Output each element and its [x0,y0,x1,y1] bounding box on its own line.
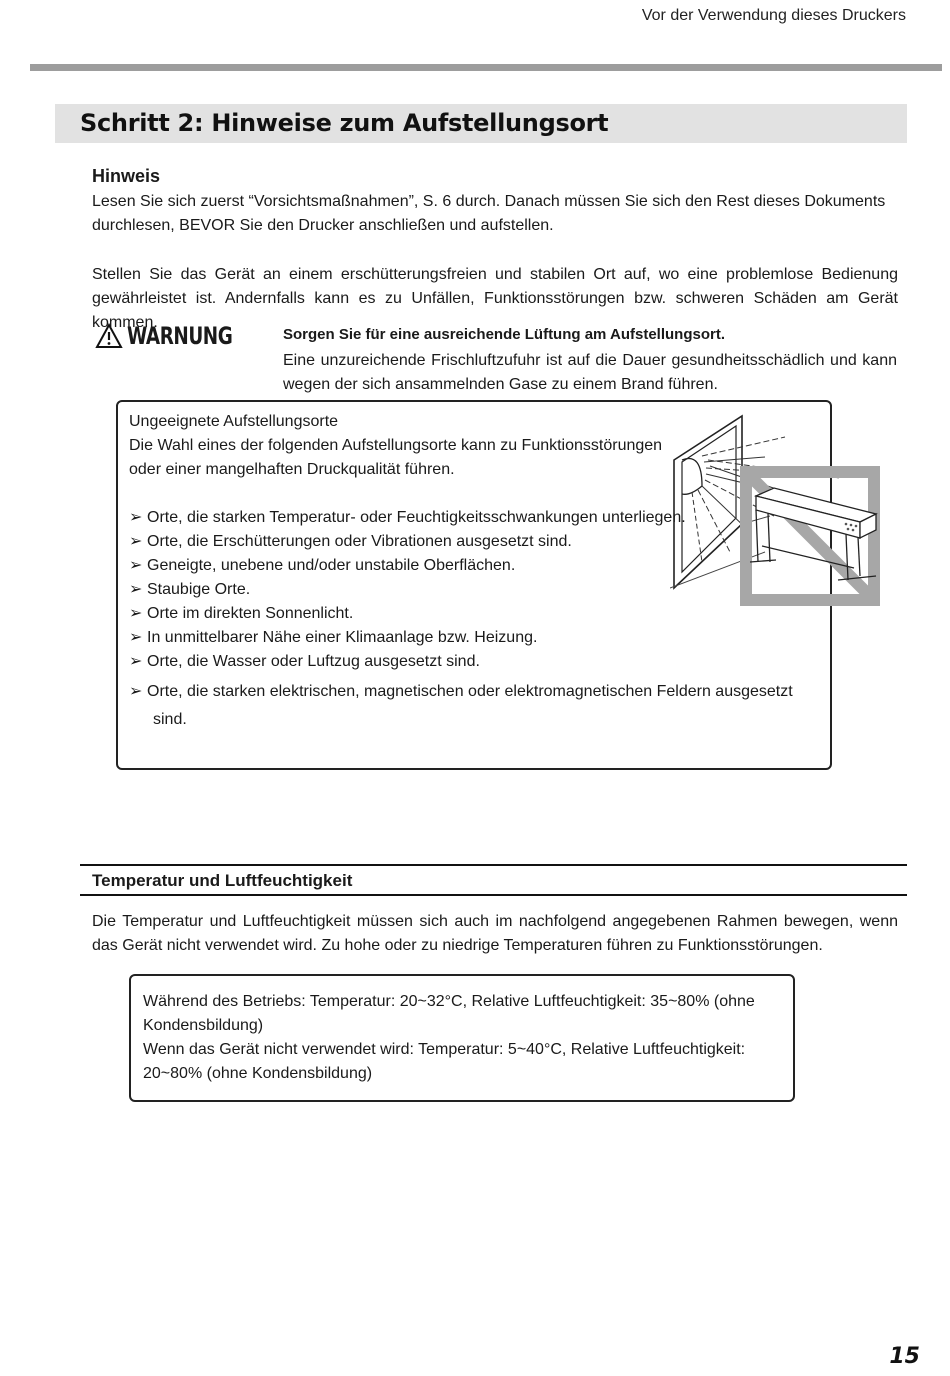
warning-title: Sorgen Sie für eine ausreichende Lüftung am Aufstellungsort. [283,326,726,343]
warning-text: Eine unzureichende Frischluftzufuhr ist auf die Dauer gesundheitsschädlich und kann wegen der sich ansammelnden Gase zu einem Brand führen. [283,352,897,393]
section-title: Schritt 2: Hinweise zum Aufstellungsort [80,109,609,137]
list-item: ➢ Orte, die starken elektrischen, magnetischen oder elektromagnetischen Feldern ausgesetzt sind. [129,683,793,728]
warning-label-group [95,322,251,350]
subsection-title: Temperatur und Luftfeuchtigkeit [92,871,353,890]
temperature-paragraph: Die Temperatur und Luftfeuchtigkeit müssen sich auch im nachfolgend angegebenen Rahmen bewegen, wenn das Gerät nicht verwendet wird. Zu hohe oder zu niedrige Temperaturen führen zu Funktionsstörungen. [92,913,898,954]
conditions-text [143,990,783,1086]
unsuitable-title: Ungeeignete Aufstellungsorte [129,413,339,430]
list-item: ➢ In unmittelbarer Nähe einer Klimaanlage bzw. Heizung. [129,629,538,646]
list-item: ➢ Orte im direkten Sonnenlicht. [129,605,354,622]
list-item: ➢ Orte, die Wasser oder Luftzug ausgesetzt sind. [129,653,480,670]
warning-label: WARNUNG [127,322,233,350]
list-item: ➢ Orte, die starken Temperatur- oder Feuchtigkeitsschwankungen unterliegen. [129,509,686,526]
unsuitable-intro: Die Wahl eines der folgenden Aufstellungsorte kann zu Funktionsstörungen oder einer mangelhaften Druckqualität führen. [129,437,663,478]
list-item: ➢ Geneigte, unebene und/oder unstabile Oberflächen. [129,557,516,574]
list-item: ➢ Orte, die Erschütterungen oder Vibrationen ausgesetzt sind. [129,533,572,550]
printer-sunlight-illustration-icon [670,412,885,610]
header-rule [30,64,942,71]
subsection-rule-bottom [80,894,907,896]
running-header: Vor der Verwendung dieses Druckers [641,7,906,24]
unsuitable-locations-header [129,410,674,482]
list-item: ➢ Staubige Orte. [129,581,251,598]
warning-triangle-icon [95,323,123,349]
operating-conditions: Während des Betriebs: Temperatur: 20~32°C, Relative Luftfeuchtigkeit: 35~80% (ohne Kondensbildung) [143,993,755,1034]
subsection-rule-top [80,864,907,866]
idle-conditions: Wenn das Gerät nicht verwendet wird: Temperatur: 5~40°C, Relative Luftfeuchtigkeit: 20~80% (ohne Kondensbildung) [143,1041,746,1082]
note-paragraph-2: Stellen Sie das Gerät an einem erschütterungsfreien und stabilen Ort auf, wo eine problemlose Bedienung gewährleistet ist. Andernfalls kann es zu Unfällen, Funktionsstörungen bzw. schweren Schäden am Gerät kommen. [92,266,898,331]
note-heading: Hinweis [92,166,161,186]
note-paragraph-1: Lesen Sie sich zuerst “Vorsichtsmaßnahmen”, S. 6 durch. Danach müssen Sie sich den Rest dieses Dokuments durchlesen, BEVOR Sie den Drucker anschließen und aufstellen. [92,193,886,234]
page-number: 15 [889,1344,920,1369]
